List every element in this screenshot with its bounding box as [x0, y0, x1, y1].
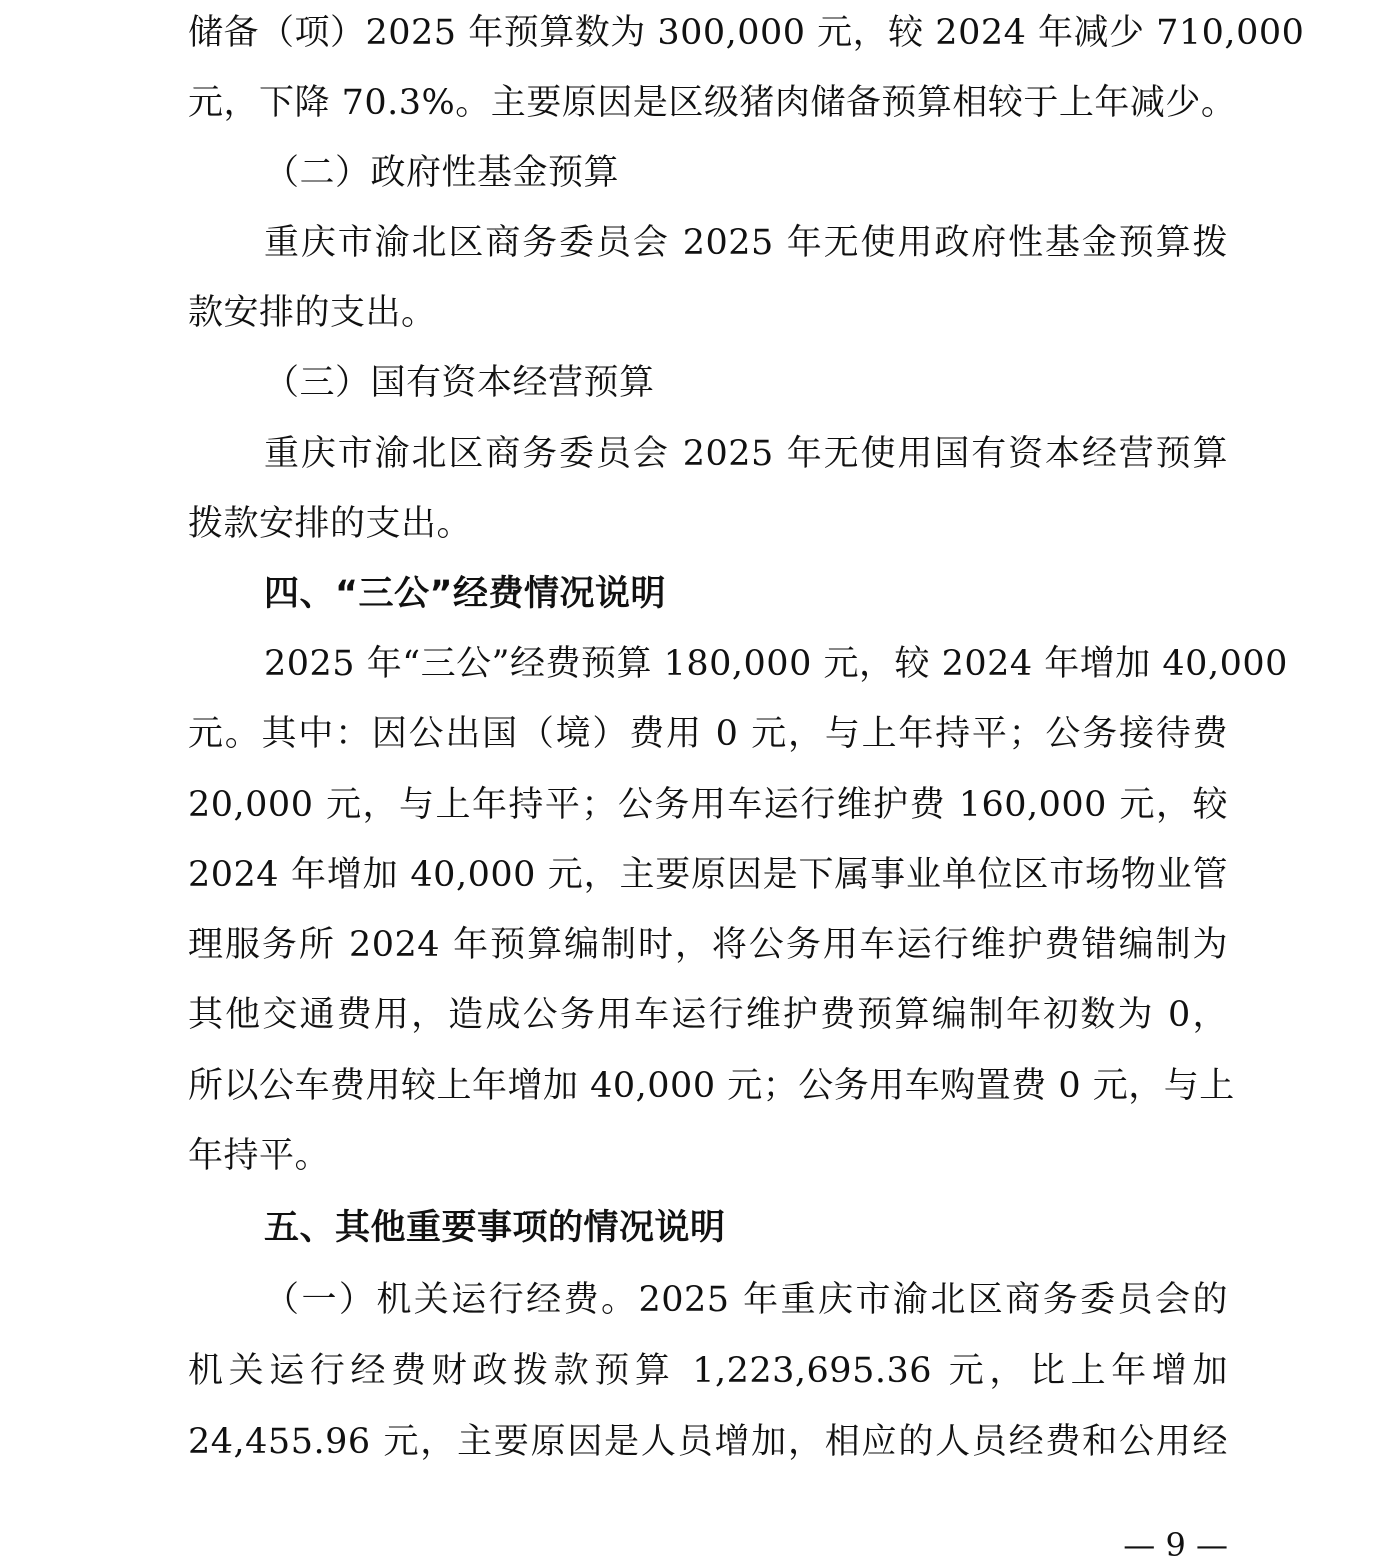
paragraph-line: 2025 年“三公”经费预算 180,000 元，较 2024 年增加 40,000: [264, 644, 1288, 684]
paragraph-line: 机关运行经费财政拨款预算 1,223,695.36 元，比上年增加: [188, 1351, 1228, 1391]
section-subheading: （三）国有资本经营预算: [264, 363, 655, 403]
section-heading: 四、“三公”经费情况说明: [264, 574, 667, 614]
paragraph-line: 拨款安排的支出。: [188, 504, 473, 544]
paragraph-line: 储备（项）2025 年预算数为 300,000 元，较 2024 年减少 710,000: [188, 13, 1305, 53]
paragraph-line: 20,000 元，与上年持平；公务用车运行维护费 160,000 元，较: [188, 785, 1228, 825]
section-heading: 五、其他重要事项的情况说明: [264, 1208, 726, 1248]
paragraph-line: 重庆市渝北区商务委员会 2025 年无使用国有资本经营预算: [264, 434, 1228, 474]
paragraph-line: 理服务所 2024 年预算编制时，将公务用车运行维护费错编制为: [188, 925, 1228, 965]
page-number: — 9 —: [1123, 1526, 1228, 1564]
paragraph-line: 元，下降 70.3%。主要原因是区级猪肉储备预算相较于上年减少。: [188, 83, 1237, 123]
paragraph-line: 年持平。: [188, 1136, 331, 1176]
paragraph-line: 所以公车费用较上年增加 40,000 元；公务用车购置费 0 元，与上: [188, 1066, 1235, 1106]
paragraph-line: 2024 年增加 40,000 元，主要原因是下属事业单位区市场物业管: [188, 855, 1228, 895]
paragraph-line: 款安排的支出。: [188, 293, 437, 333]
paragraph-line: 重庆市渝北区商务委员会 2025 年无使用政府性基金预算拨: [264, 223, 1228, 263]
paragraph-line: 其他交通费用，造成公务用车运行维护费预算编制年初数为 0，: [188, 995, 1228, 1035]
paragraph-line: 24,455.96 元，主要原因是人员增加，相应的人员经费和公用经: [188, 1422, 1228, 1462]
paragraph-line: 元。其中：因公出国（境）费用 0 元，与上年持平；公务接待费: [188, 714, 1228, 754]
section-subheading: （二）政府性基金预算: [264, 153, 620, 193]
paragraph-line: （一）机关运行经费。2025 年重庆市渝北区商务委员会的: [264, 1280, 1228, 1320]
